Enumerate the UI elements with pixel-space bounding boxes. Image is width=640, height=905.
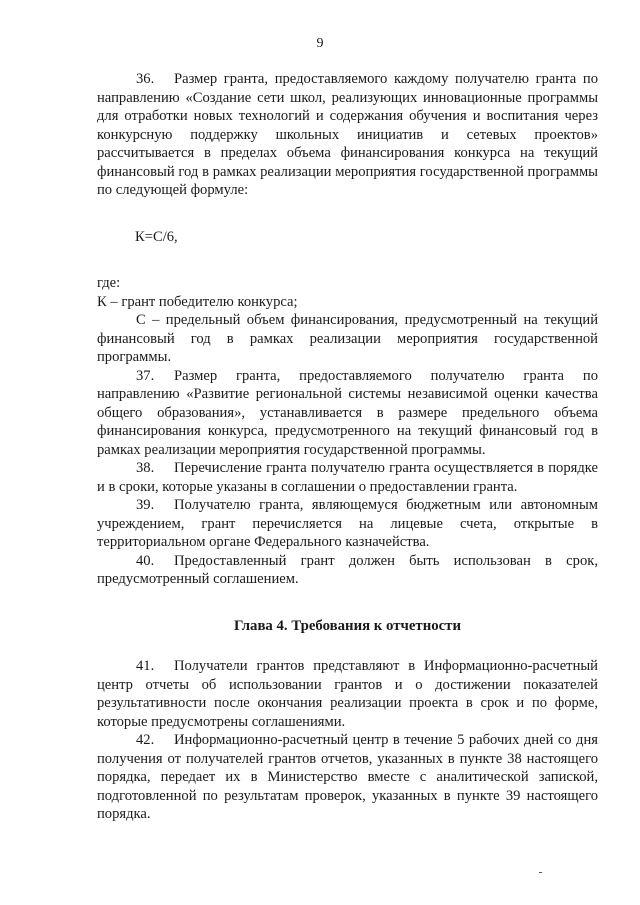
document-body: [97, 70, 598, 824]
paragraph-text: Информационно-расчетный центр в течение 5 рабочих дней со дня получения от получателей грантов отчетов, указанных в пункте 38 настоящего порядка, передает их в Министерство вместе с аналитической запиской, подготовленной по результатам проверок, указанных в пункте 39 настоящего порядка.: [97, 732, 598, 822]
paragraph-number: 37.: [136, 367, 155, 384]
paragraph-text: Размер гранта, предоставляемого получателю гранта по направлению «Развитие региональной системы независимой оценки качества общего образования», устанавливается в размере предельного объема финансирования конкурса, предусмотренного на текущий финансовый год в рамках реализации мероприятия государственной программы.: [97, 367, 598, 458]
paragraph-39: [97, 496, 598, 552]
paragraph-41: [97, 657, 598, 731]
paragraph-text: Получателю гранта, являющемуся бюджетным или автономным учреждением, грант перечисляется на лицевые счета, открытые в территориальном органе Федерального казначейства.: [97, 497, 598, 550]
paragraph-number: 41.: [136, 658, 155, 674]
paragraph-42: [97, 731, 598, 824]
paragraph-36: [97, 70, 598, 200]
paragraph-number: 39.: [136, 497, 155, 513]
definition-k: К – грант победителю конкурса;: [97, 293, 298, 310]
paragraph-37: [97, 367, 598, 460]
paragraph-40: [97, 552, 598, 589]
paragraph-number: 40.: [136, 552, 155, 569]
paragraph-text: Получатели грантов представляют в Информационно-расчетный центр отчеты об использовании грантов и о достижении показателей результативности после окончания реализации проекта в срок и по форме, которые предусмотрены соглашениями.: [97, 658, 598, 730]
grant-formula: К=С/6,: [135, 228, 178, 245]
scan-speck: [539, 872, 542, 873]
definition-c: С – предельный объем финансирования, предусмотренный на текущий финансовый год в рамках реализации мероприятия государственной программы.: [97, 312, 598, 365]
paragraph-number: 38.: [136, 460, 155, 476]
where-label: где:: [97, 275, 121, 291]
paragraph-text: Предоставленный грант должен быть использован в срок, предусмотренный соглашением.: [97, 552, 598, 587]
paragraph-text: Перечисление гранта получателю гранта осуществляется в порядке и в сроки, которые указаны в соглашении о предоставлении гранта.: [97, 460, 598, 495]
page-number: 9: [316, 36, 324, 51]
paragraph-number: 42.: [136, 732, 155, 748]
paragraph-number: 36.: [136, 71, 155, 87]
chapter-heading: Глава 4. Требования к отчетности: [234, 617, 461, 634]
paragraph-38: [97, 459, 598, 496]
paragraph-text: Размер гранта, предоставляемого каждому получателю гранта по направлению «Создание сети школ, реализующих инновационные программы для отработки новых технологий и содержания обучения и воспитания через конкурсную поддержку школьных инициатив и сетевых проектов» рассчитывается в пределах объема финансирования конкурса на текущий финансовый год в рамках реализации мероприятия государственной программы по следующей формуле:: [97, 71, 598, 198]
